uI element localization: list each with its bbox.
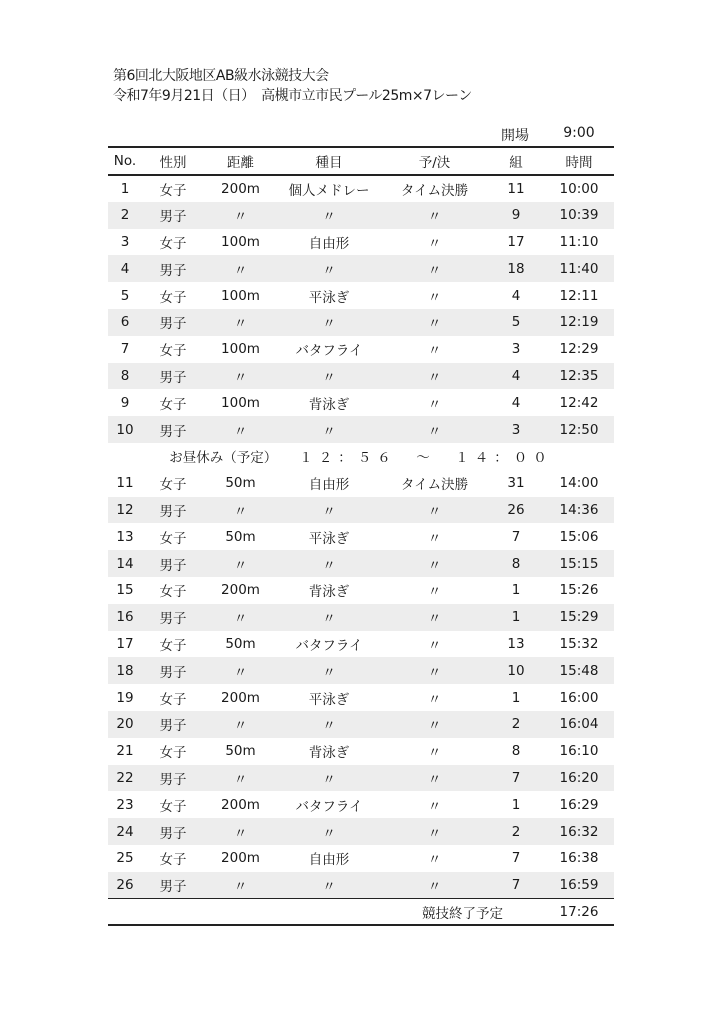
opening-label: 開場: [501, 128, 529, 144]
cell-round: 〃: [427, 584, 442, 601]
finish-row: [108, 899, 614, 926]
cell-time: 15:15: [544, 550, 614, 577]
cell-heats: 2: [488, 818, 544, 845]
cell-round: タイム決勝: [400, 477, 469, 494]
cell-distance: 〃: [204, 309, 277, 336]
cell-round: タイム決勝: [400, 182, 469, 199]
opening-row: [108, 125, 614, 145]
cell-event: 〃: [277, 550, 381, 577]
cell-round: 〃: [381, 657, 488, 684]
table-row: [108, 657, 614, 684]
cell-time: 14:00: [559, 475, 599, 492]
cell-heats: 4: [488, 363, 544, 390]
cell-event: 〃: [277, 497, 381, 524]
cell-round: 〃: [427, 289, 442, 306]
cell-distance: 100m: [221, 341, 260, 358]
cell-sex: 男子: [142, 818, 204, 845]
cell-no: 5: [120, 287, 130, 304]
cell-heats: 26: [488, 497, 544, 524]
cell-round: 〃: [381, 255, 488, 282]
cell-time: 12:19: [544, 309, 614, 336]
cell-heats: 1: [511, 796, 521, 813]
cell-event: バタフライ: [295, 637, 363, 654]
cell-event: 〃: [277, 872, 381, 899]
cell-time: 15:32: [559, 635, 599, 652]
cell-distance: 100m: [221, 287, 260, 304]
cell-heats: 2: [488, 711, 544, 738]
cell-sex: 女子: [159, 477, 187, 494]
cell-no: 7: [120, 341, 130, 358]
cell-event: 〃: [277, 363, 381, 390]
cell-time: 10:00: [559, 180, 599, 197]
cell-distance: 100m: [221, 394, 260, 411]
cell-round: 〃: [427, 745, 442, 762]
cell-sex: 女子: [159, 745, 187, 762]
cell-distance: 200m: [221, 582, 260, 599]
cell-no: 11: [116, 475, 134, 492]
table-row: [108, 416, 614, 443]
cell-time: 12:11: [559, 287, 599, 304]
cell-round: 〃: [427, 852, 442, 869]
cell-sex: 女子: [159, 396, 187, 413]
table-row: [108, 765, 614, 792]
lunch-break-row: [108, 443, 614, 470]
cell-sex: 男子: [142, 604, 204, 631]
cell-distance: 〃: [204, 497, 277, 524]
col-header-no: No.: [108, 147, 142, 175]
cell-time: 11:40: [544, 255, 614, 282]
cell-heats: 5: [488, 309, 544, 336]
cell-time: 15:29: [544, 604, 614, 631]
cell-distance: 〃: [204, 657, 277, 684]
col-header-distance: 距離: [204, 147, 277, 175]
cell-no: 24: [108, 818, 142, 845]
table-row: [108, 818, 614, 845]
table-row: [108, 229, 614, 256]
cell-round: 〃: [427, 798, 442, 815]
cell-distance: 〃: [204, 202, 277, 229]
cell-round: 〃: [381, 309, 488, 336]
cell-distance: 〃: [204, 550, 277, 577]
table-row: [108, 631, 614, 658]
meet-name: 第6回北大阪地区AB級水泳競技大会: [113, 68, 329, 84]
cell-round: 〃: [381, 765, 488, 792]
cell-event: 〃: [277, 604, 381, 631]
cell-event: 背泳ぎ: [308, 396, 350, 413]
table-row: [108, 577, 614, 604]
cell-distance: 100m: [221, 233, 260, 250]
cell-heats: 1: [511, 689, 521, 706]
cell-no: 9: [120, 394, 130, 411]
cell-time: 12:42: [559, 394, 599, 411]
cell-sex: 女子: [159, 343, 187, 360]
cell-event: 背泳ぎ: [308, 584, 350, 601]
cell-round: 〃: [427, 343, 442, 360]
cell-distance: 〃: [204, 818, 277, 845]
cell-no: 15: [116, 582, 134, 599]
table-row: [108, 711, 614, 738]
cell-sex: 男子: [142, 202, 204, 229]
cell-time: 11:10: [559, 233, 599, 250]
cell-event: 平泳ぎ: [308, 691, 350, 708]
cell-heats: 8: [488, 550, 544, 577]
cell-no: 19: [116, 689, 134, 706]
cell-heats: 18: [488, 255, 544, 282]
cell-no: 3: [120, 233, 130, 250]
table-row: [108, 872, 614, 899]
cell-distance: 〃: [204, 765, 277, 792]
table-row: [108, 497, 614, 524]
cell-event: 自由形: [308, 477, 350, 494]
cell-heats: 7: [511, 528, 521, 545]
cell-event: 〃: [277, 657, 381, 684]
cell-heats: 4: [511, 287, 521, 304]
cell-round: 〃: [381, 711, 488, 738]
cell-sex: 男子: [142, 255, 204, 282]
cell-event: 〃: [277, 416, 381, 443]
cell-sex: 男子: [142, 711, 204, 738]
cell-no: 1: [120, 180, 130, 197]
table-row: [108, 738, 614, 765]
cell-round: 〃: [381, 416, 488, 443]
cell-no: 22: [108, 765, 142, 792]
cell-no: 26: [108, 872, 142, 899]
cell-event: バタフライ: [295, 798, 363, 815]
cell-time: 16:29: [559, 796, 599, 813]
lunch-break-label: お昼休み（予定）: [169, 450, 278, 467]
cell-no: 16: [108, 604, 142, 631]
cell-no: 10: [108, 416, 142, 443]
cell-heats: 31: [507, 475, 525, 492]
cell-round: 〃: [427, 235, 442, 252]
finish-time: 17:26: [544, 899, 614, 926]
cell-distance: 200m: [221, 180, 260, 197]
cell-time: 16:00: [559, 689, 599, 706]
finish-label: 競技終了予定: [381, 899, 544, 926]
col-header-event: 種目: [277, 147, 381, 175]
cell-sex: 女子: [159, 530, 187, 547]
cell-heats: 8: [511, 743, 521, 760]
document-title: [113, 66, 472, 106]
cell-heats: 3: [511, 341, 521, 358]
cell-no: 18: [108, 657, 142, 684]
cell-distance: 〃: [204, 872, 277, 899]
cell-sex: 男子: [142, 765, 204, 792]
cell-distance: 〃: [204, 604, 277, 631]
meet-date-venue: 令和7年9月21日（日） 高槻市立市民プール25m×7レーン: [113, 88, 472, 104]
cell-distance: 50m: [225, 635, 256, 652]
cell-heats: 9: [488, 202, 544, 229]
cell-time: 15:48: [544, 657, 614, 684]
table-row: [108, 684, 614, 711]
cell-heats: 7: [488, 765, 544, 792]
schedule-table: [108, 146, 614, 926]
table-row: [108, 791, 614, 818]
cell-time: 15:06: [559, 528, 599, 545]
cell-sex: 女子: [159, 289, 187, 306]
cell-no: 21: [116, 743, 134, 760]
cell-heats: 1: [511, 582, 521, 599]
cell-round: 〃: [427, 691, 442, 708]
cell-distance: 200m: [221, 689, 260, 706]
cell-event: バタフライ: [295, 343, 363, 360]
table-row: [108, 202, 614, 229]
cell-heats: 10: [488, 657, 544, 684]
cell-sex: 女子: [159, 691, 187, 708]
cell-time: 16:10: [559, 743, 599, 760]
cell-sex: 女子: [159, 235, 187, 252]
cell-heats: 7: [488, 872, 544, 899]
col-header-round: 予/決: [381, 147, 488, 175]
cell-round: 〃: [381, 872, 488, 899]
cell-time: 15:26: [559, 582, 599, 599]
col-header-heats: 組: [488, 147, 544, 175]
table-row: [108, 470, 614, 497]
cell-event: 〃: [277, 309, 381, 336]
cell-no: 4: [108, 255, 142, 282]
cell-distance: 50m: [225, 528, 256, 545]
cell-event: 〃: [277, 818, 381, 845]
cell-time: 16:32: [544, 818, 614, 845]
lunch-break-cell: [108, 443, 614, 470]
cell-time: 16:20: [544, 765, 614, 792]
cell-distance: 200m: [221, 796, 260, 813]
cell-round: 〃: [427, 530, 442, 547]
cell-no: 25: [116, 850, 134, 867]
cell-event: 〃: [277, 255, 381, 282]
cell-sex: 男子: [142, 657, 204, 684]
cell-distance: 200m: [221, 850, 260, 867]
cell-heats: 4: [511, 394, 521, 411]
table-row: [108, 604, 614, 631]
header-row: [108, 147, 614, 175]
cell-round: 〃: [427, 637, 442, 654]
cell-event: 自由形: [308, 852, 350, 869]
table-row: [108, 175, 614, 202]
cell-event: 背泳ぎ: [308, 745, 350, 762]
cell-event: 平泳ぎ: [308, 530, 350, 547]
opening-time: 9:00: [563, 125, 595, 141]
cell-time: 16:38: [559, 850, 599, 867]
lunch-break-time: １２：５６ ～ １４：００: [299, 450, 553, 467]
cell-distance: 50m: [225, 743, 256, 760]
cell-heats: 17: [507, 233, 525, 250]
table-row: [108, 309, 614, 336]
cell-round: 〃: [381, 202, 488, 229]
cell-heats: 3: [488, 416, 544, 443]
table-row: [108, 550, 614, 577]
table-row: [108, 255, 614, 282]
cell-no: 6: [108, 309, 142, 336]
finish-spacer: [108, 899, 381, 926]
cell-round: 〃: [381, 818, 488, 845]
cell-sex: 男子: [142, 497, 204, 524]
cell-time: 12:35: [544, 363, 614, 390]
cell-sex: 女子: [159, 798, 187, 815]
cell-heats: 7: [511, 850, 521, 867]
cell-round: 〃: [381, 604, 488, 631]
cell-time: 16:59: [544, 872, 614, 899]
cell-sex: 女子: [159, 584, 187, 601]
cell-sex: 男子: [142, 416, 204, 443]
table-row: [108, 282, 614, 309]
table-row: [108, 363, 614, 390]
cell-no: 2: [108, 202, 142, 229]
cell-no: 13: [116, 528, 134, 545]
col-header-time: 時間: [544, 147, 614, 175]
cell-distance: 〃: [204, 255, 277, 282]
cell-distance: 〃: [204, 416, 277, 443]
cell-event: 〃: [277, 711, 381, 738]
cell-event: 自由形: [308, 235, 350, 252]
cell-time: 10:39: [544, 202, 614, 229]
cell-sex: 男子: [142, 309, 204, 336]
cell-time: 12:29: [559, 341, 599, 358]
col-header-sex: 性別: [142, 147, 204, 175]
cell-time: 12:50: [544, 416, 614, 443]
cell-round: 〃: [381, 550, 488, 577]
cell-distance: 50m: [225, 475, 256, 492]
table-row: [108, 845, 614, 872]
cell-sex: 女子: [159, 637, 187, 654]
cell-heats: 11: [507, 180, 525, 197]
cell-event: 平泳ぎ: [308, 289, 350, 306]
cell-sex: 男子: [142, 550, 204, 577]
cell-sex: 女子: [159, 852, 187, 869]
cell-heats: 1: [488, 604, 544, 631]
cell-no: 17: [116, 635, 134, 652]
cell-sex: 男子: [142, 872, 204, 899]
cell-time: 14:36: [544, 497, 614, 524]
cell-no: 8: [108, 363, 142, 390]
cell-round: 〃: [381, 363, 488, 390]
cell-distance: 〃: [204, 363, 277, 390]
cell-event: 個人メドレー: [288, 182, 370, 199]
cell-no: 12: [108, 497, 142, 524]
cell-no: 14: [108, 550, 142, 577]
cell-round: 〃: [427, 396, 442, 413]
cell-sex: 男子: [142, 363, 204, 390]
cell-event: 〃: [277, 202, 381, 229]
table-row: [108, 389, 614, 416]
cell-no: 23: [116, 796, 134, 813]
cell-time: 16:04: [544, 711, 614, 738]
table-row: [108, 336, 614, 363]
cell-heats: 13: [507, 635, 525, 652]
cell-sex: 女子: [159, 182, 187, 199]
cell-no: 20: [108, 711, 142, 738]
cell-round: 〃: [381, 497, 488, 524]
table-row: [108, 523, 614, 550]
cell-event: 〃: [277, 765, 381, 792]
cell-distance: 〃: [204, 711, 277, 738]
